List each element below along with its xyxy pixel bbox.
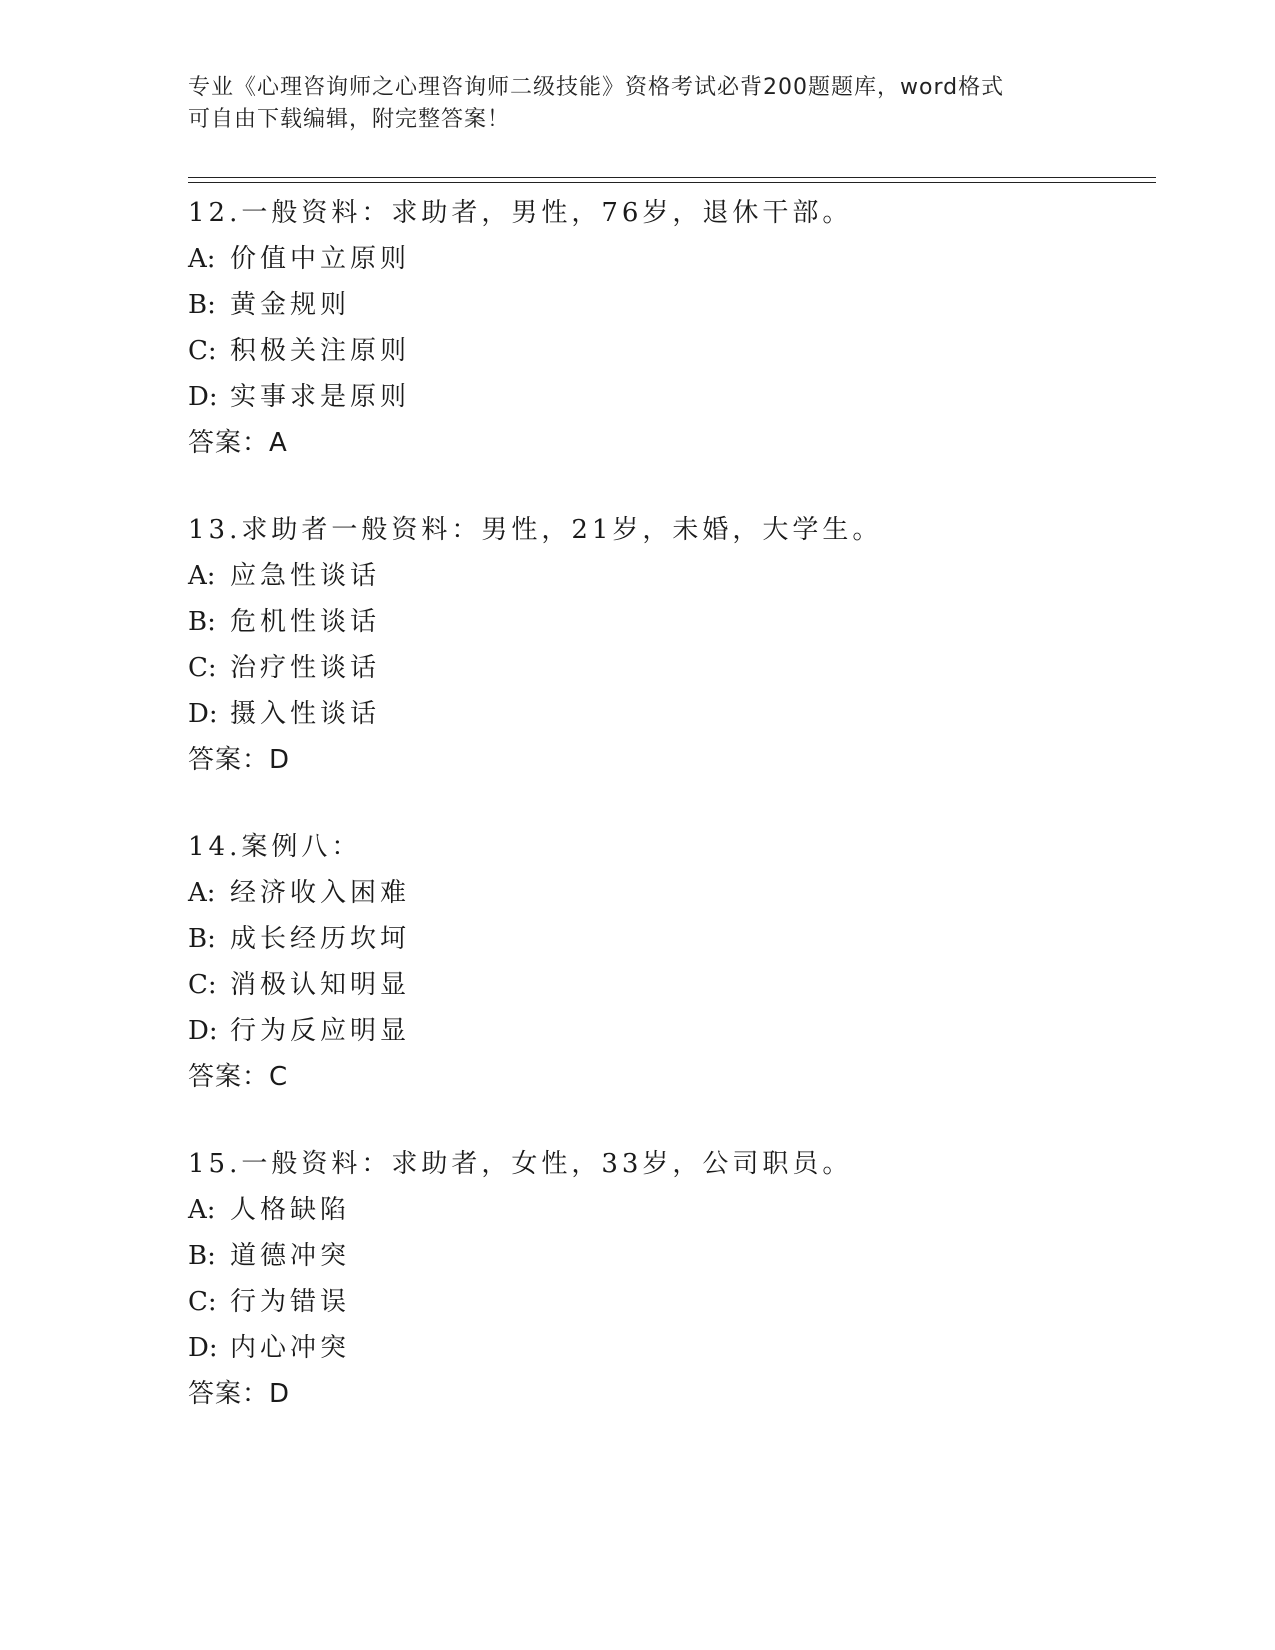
option-letter: B:: [188, 924, 216, 954]
option-text: 消极认知明显: [230, 970, 411, 1000]
option-text: 危机性谈话: [230, 607, 381, 637]
option-text: 黄金规则: [230, 290, 351, 320]
option-b: [188, 599, 1148, 645]
option-c: [188, 1279, 1148, 1325]
option-letter: C:: [188, 1287, 217, 1317]
header-divider-top: [188, 177, 1156, 178]
option-letter: B:: [188, 607, 216, 637]
answer-line: 答案：D: [188, 1379, 291, 1409]
option-letter: D:: [188, 699, 218, 729]
option-b: [188, 282, 1148, 328]
header-divider-bottom: [188, 182, 1156, 183]
option-text: 应急性谈话: [230, 561, 381, 591]
option-letter: D:: [188, 1333, 218, 1363]
option-letter: A:: [188, 244, 216, 274]
question-stem: 13.求助者一般资料：男性，21岁，未婚，大学生。: [188, 515, 883, 545]
option-d: [188, 1325, 1148, 1371]
option-b: [188, 916, 1148, 962]
option-letter: C:: [188, 336, 217, 366]
option-letter: A:: [188, 561, 216, 591]
option-letter: A:: [188, 1195, 216, 1225]
question-12: [188, 190, 1148, 466]
question-stem: 12.一般资料：求助者，男性，76岁，退休干部。: [188, 198, 853, 228]
option-text: 价值中立原则: [230, 244, 411, 274]
option-text: 积极关注原则: [230, 336, 411, 366]
option-a: [188, 870, 1148, 916]
option-text: 成长经历坎坷: [230, 924, 411, 954]
option-text: 道德冲突: [230, 1241, 351, 1271]
option-letter: B:: [188, 1241, 216, 1271]
option-c: [188, 328, 1148, 374]
option-letter: A:: [188, 878, 216, 908]
option-c: [188, 645, 1148, 691]
question-14: [188, 824, 1148, 1100]
option-letter: C:: [188, 653, 217, 683]
question-list: [188, 190, 1148, 1458]
option-a: [188, 1187, 1148, 1233]
option-b: [188, 1233, 1148, 1279]
option-letter: D:: [188, 1016, 218, 1046]
header-line-1: 专业《心理咨询师之心理咨询师二级技能》资格考试必背200题题库，word格式: [188, 75, 1005, 100]
option-text: 内心冲突: [230, 1333, 351, 1363]
question-stem: 14.案例八：: [188, 832, 362, 862]
question-15: [188, 1141, 1148, 1417]
question-13: [188, 507, 1148, 783]
question-stem: 15.一般资料：求助者，女性，33岁，公司职员。: [188, 1149, 853, 1179]
option-text: 经济收入困难: [230, 878, 411, 908]
option-d: [188, 374, 1148, 420]
option-letter: C:: [188, 970, 217, 1000]
option-letter: D:: [188, 382, 218, 412]
option-a: [188, 553, 1148, 599]
answer-line: 答案：D: [188, 745, 291, 775]
option-text: 实事求是原则: [230, 382, 411, 412]
option-text: 治疗性谈话: [230, 653, 381, 683]
option-a: [188, 236, 1148, 282]
option-d: [188, 1008, 1148, 1054]
document-header: [188, 72, 1088, 136]
option-text: 行为错误: [230, 1287, 351, 1317]
header-line-2: 可自由下载编辑，附完整答案！: [188, 107, 511, 132]
option-d: [188, 691, 1148, 737]
option-text: 摄入性谈话: [230, 699, 381, 729]
answer-line: 答案：C: [188, 1062, 289, 1092]
option-text: 人格缺陷: [230, 1195, 351, 1225]
option-c: [188, 962, 1148, 1008]
option-letter: B:: [188, 290, 216, 320]
option-text: 行为反应明显: [230, 1016, 411, 1046]
answer-line: 答案：A: [188, 428, 288, 458]
